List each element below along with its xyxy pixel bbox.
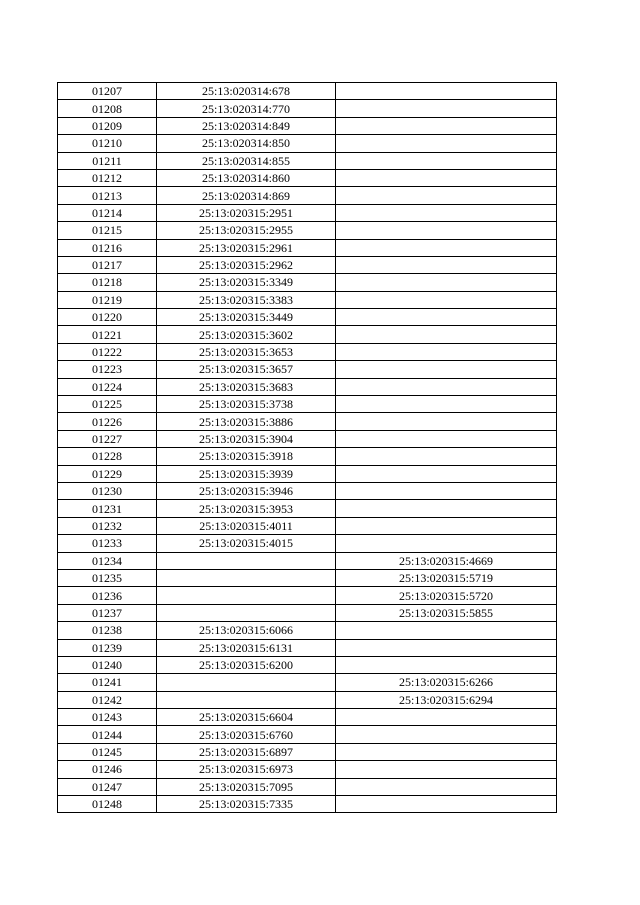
cadastral-number-cell [157,569,336,586]
table-row [58,152,557,169]
cadastral-number-alt-cell [336,152,557,169]
row-number-cell: 01218 [58,274,157,291]
cadastral-number-alt-cell: 25:13:020315:6266 [336,674,557,691]
cadastral-number-alt-cell [336,274,557,291]
cadastral-number-cell: 25:13:020315:4015 [157,535,336,552]
cadastral-number-alt-cell [336,535,557,552]
table-row [58,100,557,117]
table-row [58,587,557,604]
cadastral-number-cell: 25:13:020315:3953 [157,500,336,517]
table-row [58,709,557,726]
cadastral-number-alt-cell [336,796,557,813]
cadastral-number-alt-cell: 25:13:020315:5720 [336,587,557,604]
table-row [58,569,557,586]
cadastral-number-cell: 25:13:020315:2962 [157,256,336,273]
cadastral-number-cell: 25:13:020314:860 [157,169,336,186]
row-number-cell: 01238 [58,622,157,639]
table-row [58,187,557,204]
row-number-cell: 01243 [58,709,157,726]
cadastral-number-cell: 25:13:020315:3939 [157,465,336,482]
row-number-cell: 01211 [58,152,157,169]
row-number-cell: 01244 [58,726,157,743]
cadastral-number-alt-cell [336,83,557,100]
table-row [58,430,557,447]
cadastral-number-cell: 25:13:020315:2955 [157,222,336,239]
table-row [58,343,557,360]
row-number-cell: 01236 [58,587,157,604]
table-row [58,378,557,395]
table-row [58,83,557,100]
row-number-cell: 01215 [58,222,157,239]
row-number-cell: 01221 [58,326,157,343]
row-number-cell: 01239 [58,639,157,656]
cadastral-number-alt-cell [336,309,557,326]
cadastral-number-alt-cell [336,135,557,152]
table-body [58,83,557,813]
table-row [58,656,557,673]
cadastral-number-cell: 25:13:020315:3657 [157,361,336,378]
row-number-cell: 01247 [58,778,157,795]
cadastral-number-cell [157,587,336,604]
cadastral-number-cell: 25:13:020315:3449 [157,309,336,326]
table-row [58,256,557,273]
cadastral-number-alt-cell [336,430,557,447]
cadastral-number-alt-cell [336,761,557,778]
row-number-cell: 01235 [58,569,157,586]
cadastral-number-cell: 25:13:020315:6131 [157,639,336,656]
cadastral-number-cell [157,674,336,691]
cadastral-number-alt-cell [336,743,557,760]
cadastral-number-cell: 25:13:020315:2961 [157,239,336,256]
table-row [58,535,557,552]
row-number-cell: 01217 [58,256,157,273]
table-row [58,500,557,517]
cadastral-number-cell: 25:13:020315:3918 [157,448,336,465]
cadastral-number-cell: 25:13:020315:3653 [157,343,336,360]
table-row [58,726,557,743]
row-number-cell: 01209 [58,117,157,134]
cadastral-number-cell: 25:13:020315:6973 [157,761,336,778]
row-number-cell: 01216 [58,239,157,256]
table-row [58,169,557,186]
row-number-cell: 01208 [58,100,157,117]
cadastral-number-alt-cell [336,291,557,308]
table-row [58,778,557,795]
cadastral-number-alt-cell [336,448,557,465]
cadastral-number-alt-cell [336,709,557,726]
row-number-cell: 01237 [58,604,157,621]
row-number-cell: 01214 [58,204,157,221]
row-number-cell: 01228 [58,448,157,465]
row-number-cell: 01246 [58,761,157,778]
cadastral-number-table [57,82,557,813]
table-row [58,482,557,499]
table-row [58,326,557,343]
table-row [58,465,557,482]
cadastral-number-cell: 25:13:020314:678 [157,83,336,100]
row-number-cell: 01223 [58,361,157,378]
cadastral-number-alt-cell: 25:13:020315:5719 [336,569,557,586]
cadastral-number-alt-cell [336,465,557,482]
cadastral-number-cell: 25:13:020314:855 [157,152,336,169]
table-row [58,135,557,152]
cadastral-number-cell: 25:13:020315:3904 [157,430,336,447]
table-row [58,674,557,691]
table-row [58,448,557,465]
table-row [58,743,557,760]
table-row [58,396,557,413]
cadastral-number-alt-cell [336,500,557,517]
row-number-cell: 01219 [58,291,157,308]
cadastral-number-cell: 25:13:020315:7335 [157,796,336,813]
cadastral-number-alt-cell [336,396,557,413]
row-number-cell: 01225 [58,396,157,413]
table-row [58,274,557,291]
table-row [58,222,557,239]
cadastral-number-cell [157,691,336,708]
table-row [58,361,557,378]
row-number-cell: 01234 [58,552,157,569]
row-number-cell: 01222 [58,343,157,360]
cadastral-number-alt-cell [336,100,557,117]
table-row [58,604,557,621]
cadastral-number-alt-cell [336,169,557,186]
table-row [58,291,557,308]
table-row [58,796,557,813]
cadastral-number-alt-cell [336,378,557,395]
cadastral-number-alt-cell [336,256,557,273]
table-row [58,691,557,708]
cadastral-number-cell: 25:13:020315:3946 [157,482,336,499]
row-number-cell: 01227 [58,430,157,447]
row-number-cell: 01230 [58,482,157,499]
table-row [58,204,557,221]
table-row [58,309,557,326]
row-number-cell: 01212 [58,169,157,186]
cadastral-number-alt-cell [336,187,557,204]
cadastral-number-cell: 25:13:020315:4011 [157,517,336,534]
cadastral-number-alt-cell [336,517,557,534]
cadastral-number-cell: 25:13:020315:3349 [157,274,336,291]
row-number-cell: 01229 [58,465,157,482]
cadastral-number-alt-cell: 25:13:020315:6294 [336,691,557,708]
cadastral-number-cell: 25:13:020314:770 [157,100,336,117]
cadastral-number-alt-cell [336,413,557,430]
cadastral-number-alt-cell [336,361,557,378]
cadastral-number-cell: 25:13:020315:6200 [157,656,336,673]
cadastral-number-alt-cell [336,726,557,743]
table-row [58,117,557,134]
cadastral-number-cell: 25:13:020315:2951 [157,204,336,221]
row-number-cell: 01233 [58,535,157,552]
cadastral-number-cell: 25:13:020315:6066 [157,622,336,639]
row-number-cell: 01210 [58,135,157,152]
cadastral-number-cell: 25:13:020315:3738 [157,396,336,413]
row-number-cell: 01224 [58,378,157,395]
row-number-cell: 01248 [58,796,157,813]
cadastral-number-cell: 25:13:020315:3383 [157,291,336,308]
cadastral-number-alt-cell [336,117,557,134]
cadastral-number-cell: 25:13:020314:849 [157,117,336,134]
cadastral-number-alt-cell [336,639,557,656]
row-number-cell: 01240 [58,656,157,673]
table-row [58,622,557,639]
table-row [58,517,557,534]
row-number-cell: 01220 [58,309,157,326]
row-number-cell: 01231 [58,500,157,517]
cadastral-number-alt-cell [336,343,557,360]
table-row [58,413,557,430]
cadastral-number-alt-cell: 25:13:020315:4669 [336,552,557,569]
cadastral-number-cell: 25:13:020315:3886 [157,413,336,430]
cadastral-number-cell: 25:13:020314:869 [157,187,336,204]
cadastral-number-alt-cell [336,326,557,343]
cadastral-number-cell: 25:13:020315:7095 [157,778,336,795]
cadastral-number-cell: 25:13:020315:6604 [157,709,336,726]
cadastral-number-cell: 25:13:020314:850 [157,135,336,152]
cadastral-number-alt-cell [336,622,557,639]
row-number-cell: 01232 [58,517,157,534]
table-row [58,552,557,569]
cadastral-number-cell [157,552,336,569]
cadastral-number-alt-cell [336,656,557,673]
row-number-cell: 01241 [58,674,157,691]
table-row [58,639,557,656]
cadastral-number-cell: 25:13:020315:3602 [157,326,336,343]
cadastral-number-cell: 25:13:020315:6760 [157,726,336,743]
row-number-cell: 01242 [58,691,157,708]
cadastral-number-alt-cell [336,222,557,239]
row-number-cell: 01207 [58,83,157,100]
cadastral-number-alt-cell: 25:13:020315:5855 [336,604,557,621]
cadastral-number-alt-cell [336,239,557,256]
cadastral-number-cell [157,604,336,621]
cadastral-number-alt-cell [336,778,557,795]
row-number-cell: 01213 [58,187,157,204]
table-row [58,239,557,256]
cadastral-number-alt-cell [336,204,557,221]
table-row [58,761,557,778]
cadastral-number-alt-cell [336,482,557,499]
cadastral-number-cell: 25:13:020315:3683 [157,378,336,395]
cadastral-number-cell: 25:13:020315:6897 [157,743,336,760]
row-number-cell: 01226 [58,413,157,430]
row-number-cell: 01245 [58,743,157,760]
